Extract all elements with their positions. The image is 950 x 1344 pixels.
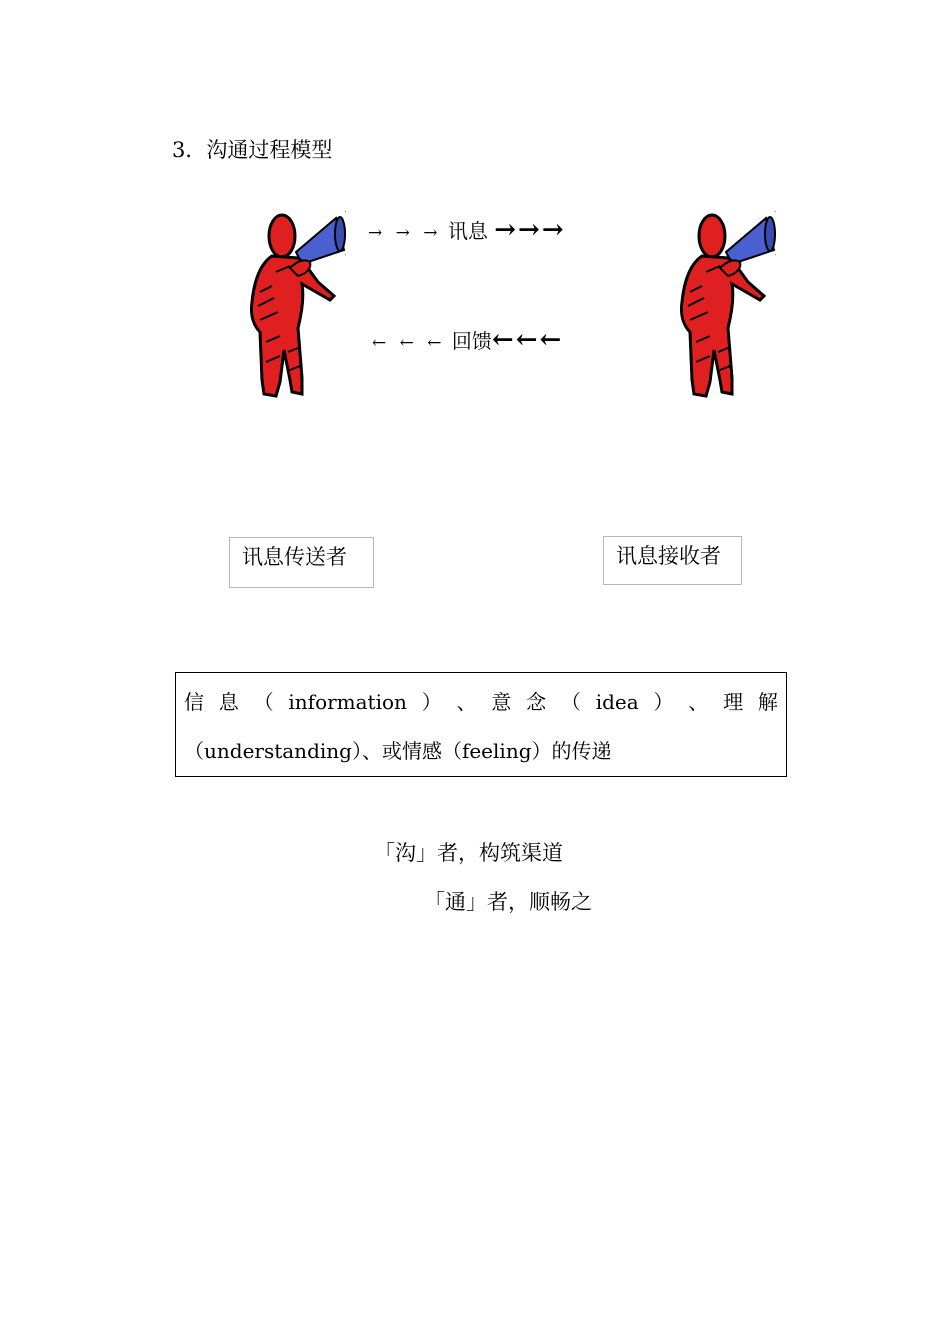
message-label: 讯息	[447, 219, 488, 243]
receiver-megaphone-figure	[666, 202, 776, 402]
definition-token: 、	[456, 690, 477, 714]
definition-token: 、	[688, 690, 709, 714]
definition-token: （	[560, 690, 581, 714]
definition-token: 信	[184, 690, 204, 714]
receiver-box	[603, 536, 742, 585]
definition-line-1	[184, 687, 778, 717]
definition-token: 理	[723, 690, 744, 714]
quote-line-2: 「通」者，顺畅之	[424, 890, 592, 914]
forward-small-arrows: → → →	[368, 223, 442, 243]
definition-token: ）	[421, 690, 442, 714]
section-heading: 3．沟通过程模型	[172, 138, 333, 162]
definition-token: 念	[526, 690, 547, 714]
receiver-label: 讯息接收者	[616, 544, 721, 568]
definition-token: 意	[491, 690, 512, 714]
sender-label: 讯息传送者	[242, 545, 347, 569]
person-megaphone-icon	[236, 202, 346, 402]
definition-token: （	[253, 690, 274, 714]
back-small-arrows: ← ← ←	[372, 333, 446, 353]
feedback-label: 回馈	[451, 329, 492, 353]
forward-big-arrows: →→→	[494, 215, 566, 245]
person-megaphone-icon	[666, 202, 776, 402]
definition-token: information	[288, 690, 407, 714]
definition-box	[175, 672, 787, 777]
message-flow-row	[368, 216, 566, 247]
definition-token: ）	[653, 690, 674, 714]
definition-token: 解	[757, 690, 778, 714]
sender-megaphone-figure	[236, 202, 346, 402]
quote-line-1: 「沟」者，构筑渠道	[374, 841, 563, 865]
definition-token: 息	[218, 690, 239, 714]
feedback-flow-row	[372, 326, 563, 357]
definition-line-2: （understanding）、或情感（feeling）的传递	[184, 739, 612, 763]
definition-token: idea	[595, 690, 639, 714]
sender-box	[229, 537, 374, 588]
back-big-arrows: ←←←	[491, 325, 564, 355]
